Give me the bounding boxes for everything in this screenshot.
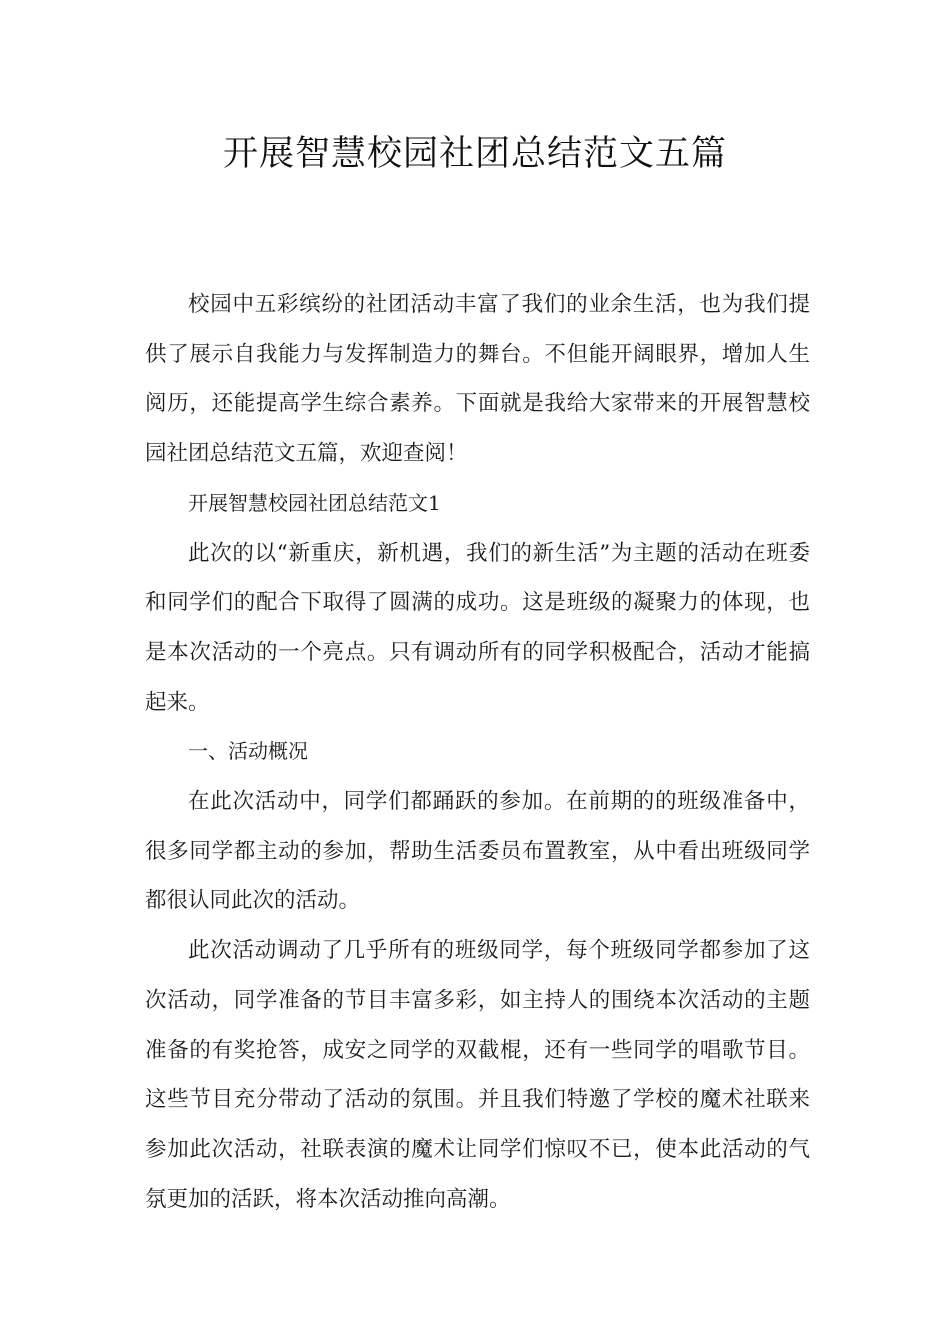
section-heading-essay-1: 开展智慧校园社团总结范文1 [188, 490, 441, 515]
document-title: 开展智慧校园社团总结范文五篇 [222, 134, 727, 174]
document-body [145, 280, 810, 1224]
essay-paragraph: 此次的以“新重庆，新机遇，我们的新生活”为主题的活动在班委和同学们的配合下取得了圆满的成功。这是班级的凝聚力的体现，也是本次活动的一个亮点。只有调动所有的同学积极配合，活动才能搞起来。 [145, 540, 810, 715]
section-heading-activity-overview: 一、活动概况 [188, 739, 308, 764]
essay-paragraph: 此次活动调动了几乎所有的班级同学，每个班级同学都参加了这次活动，同学准备的节目丰富多彩，如主持人的围绕本次活动的主题准备的有奖抢答，成安之同学的双截棍，还有一些同学的唱歌节目。这些节目充分带动了活动的氛围。并且我们特邀了学校的魔术社联来参加此次活动，社联表演的魔术让同学们惊叹不已，使本此活动的气氛更加的活跃，将本次活动推向高潮。 [145, 938, 810, 1212]
intro-paragraph: 校园中五彩缤纷的社团活动丰富了我们的业余生活，也为我们提供了展示自我能力与发挥制造力的舞台。不但能开阔眼界，增加人生阅历，还能提高学生综合素养。下面就是我给大家带来的开展智慧校园社团总结范文五篇，欢迎查阅！ [145, 292, 810, 467]
essay-paragraph: 在此次活动中，同学们都踊跃的参加。在前期的的班级准备中，很多同学都主动的参加，帮助生活委员布置教室，从中看出班级同学都很认同此次的活动。 [145, 789, 810, 914]
